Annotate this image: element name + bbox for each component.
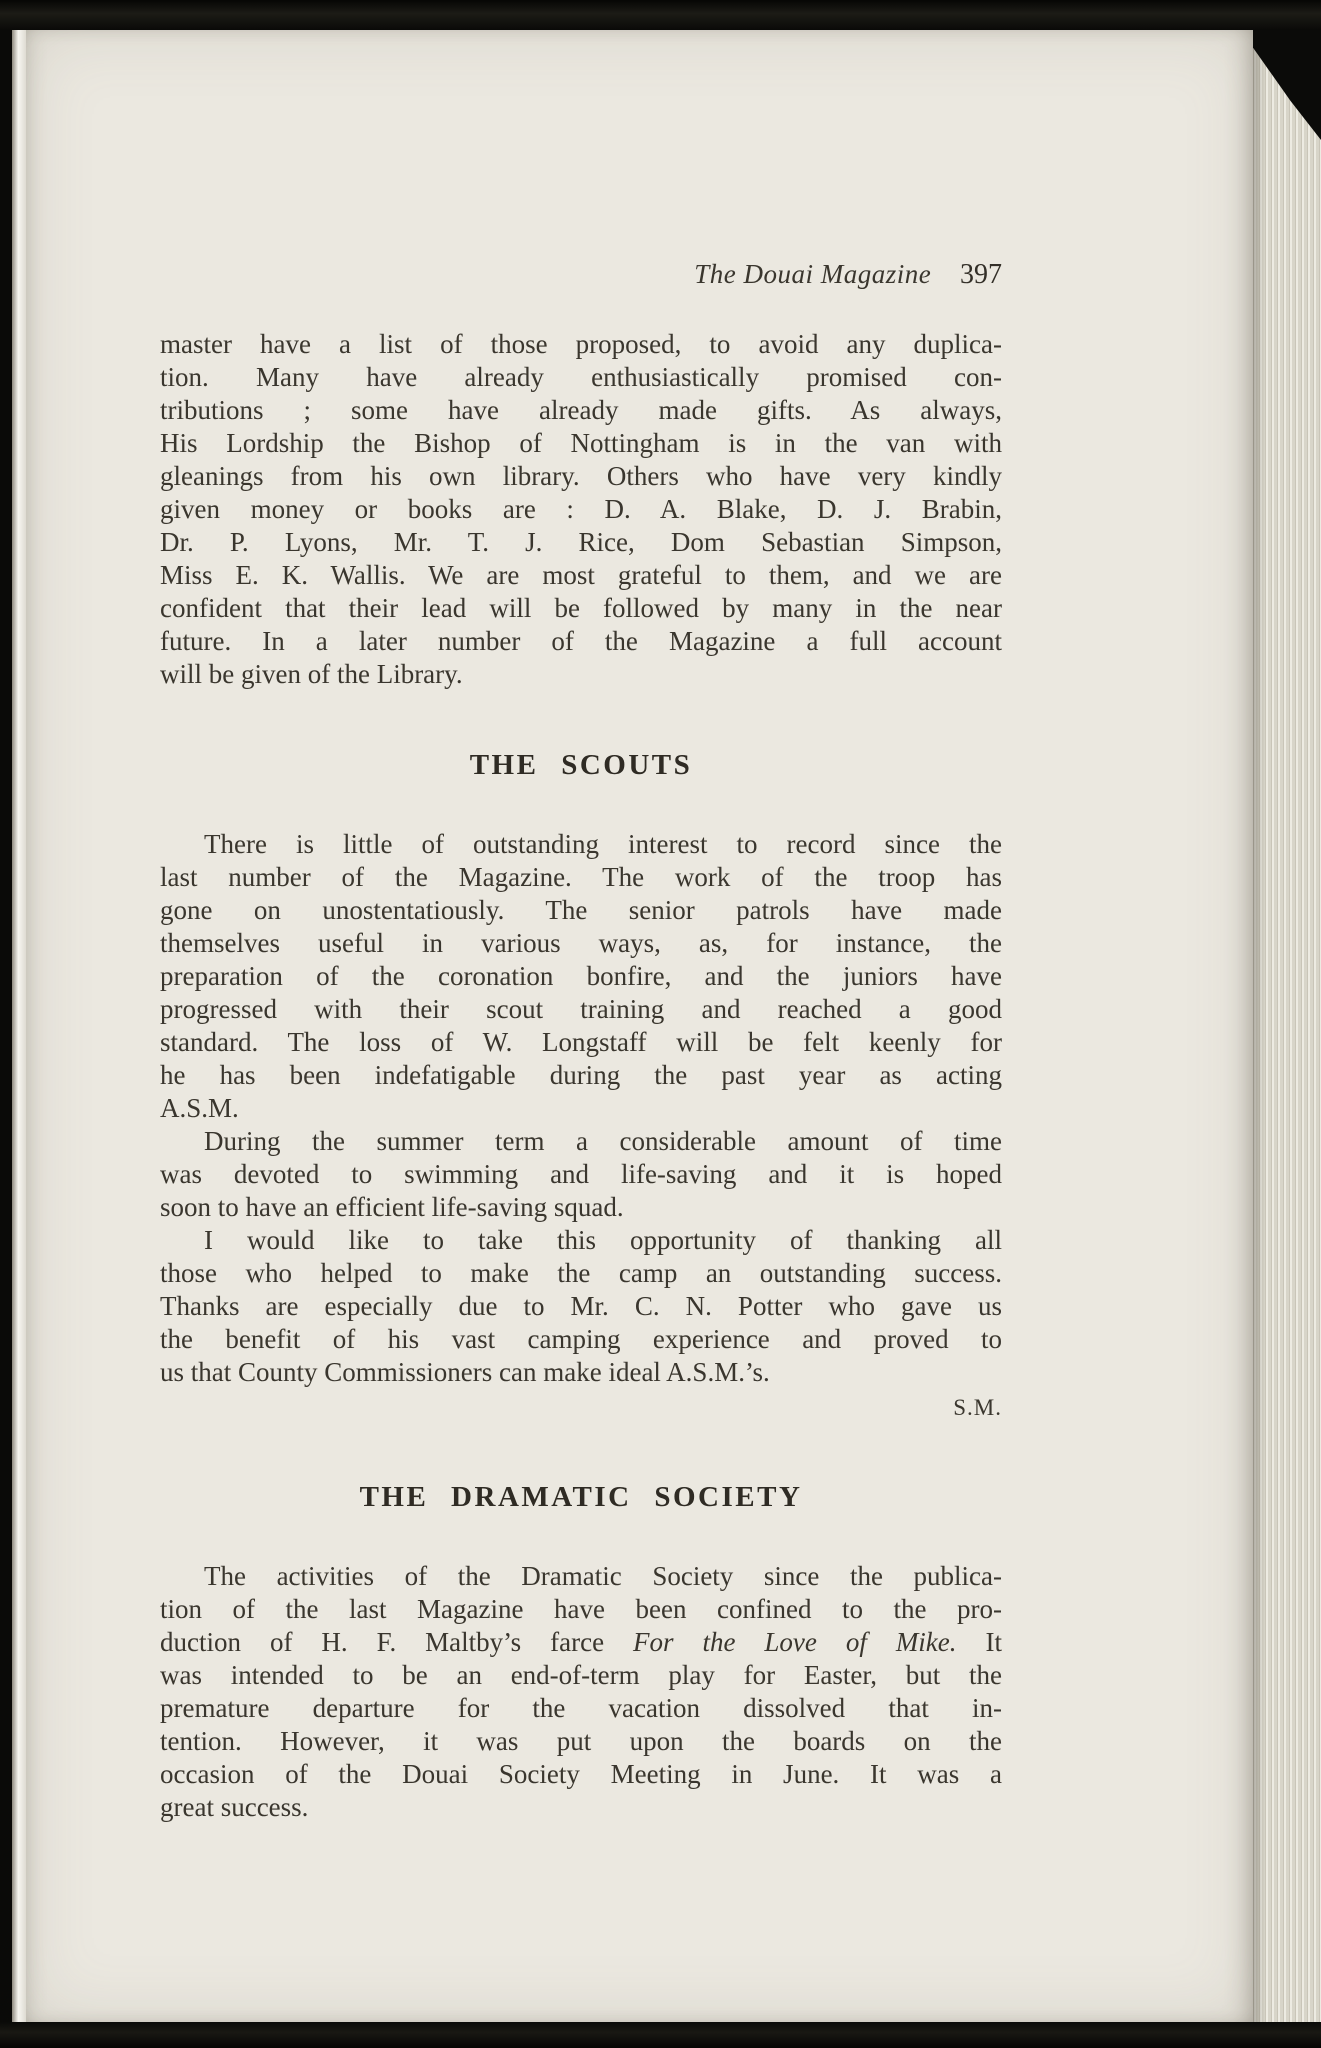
paragraph: [160, 1125, 1002, 1224]
text-line: gleanings from his own library. Others who have very kindly: [160, 461, 1002, 491]
text-line: tributions ; some have already made gifts. As always,: [160, 395, 1002, 425]
text-line: was intended to be an end-of-term play for Easter, but the: [160, 1660, 1002, 1690]
stacked-page-edges: [1253, 0, 1321, 2048]
text-line: premature departure for the vacation dissolved that in-: [160, 1693, 1002, 1723]
text-line: confident that their lead will be followed by many in the near: [160, 593, 1002, 623]
book-spine-edge: [0, 0, 12, 2048]
text-line: tion. Many have already enthusiastically promised con-: [160, 362, 1002, 392]
paragraph: [160, 1224, 1002, 1389]
text-line: the benefit of his vast camping experience and proved to: [160, 1324, 1002, 1354]
page-stack-shadow: [1253, 0, 1321, 2048]
page-number: 397: [960, 259, 1002, 290]
text-column: [160, 30, 1002, 1824]
text-line: great success.: [160, 1792, 309, 1822]
book-cover-bottom-edge: [0, 2022, 1321, 2048]
text-line: His Lordship the Bishop of Nottingham is in the van with: [160, 428, 1002, 458]
section-heading: THE DRAMATIC SOCIETY: [359, 1481, 803, 1513]
text-line: given money or books are : D. A. Blake, D. J. Brabin,: [160, 494, 1002, 524]
text-line: last number of the Magazine. The work of the troop has: [160, 862, 1002, 892]
text-line: standard. The loss of W. Longstaff will be felt keenly for: [160, 1027, 1002, 1057]
text-line: master have a list of those proposed, to avoid any duplica-: [160, 329, 1002, 359]
text-line: occasion of the Douai Society Meeting in June. It was a: [160, 1759, 1002, 1789]
text-line: I would like to take this opportunity of thanking all: [204, 1225, 1002, 1255]
magazine-title: The Douai Magazine: [694, 259, 932, 289]
text-line: themselves useful in various ways, as, for instance, the: [160, 928, 1002, 958]
page-body: [160, 328, 1002, 1824]
text-line: There is little of outstanding interest to record since the: [204, 829, 1002, 859]
signature: S.M.: [953, 1395, 1002, 1420]
text-line: The activities of the Dramatic Society since the publica-: [204, 1561, 1002, 1591]
italic-title-text: For the Love of Mike.: [633, 1627, 957, 1657]
text-line: us that County Commissioners can make ideal A.S.M.’s.: [160, 1357, 770, 1387]
text-line: [160, 1626, 1002, 1659]
text-line: A.S.M.: [160, 1093, 239, 1123]
running-header: [160, 258, 1002, 294]
paragraph: [160, 1560, 1002, 1824]
text-line: Miss E. K. Wallis. We are most grateful to them, and we are: [160, 560, 1002, 590]
section-heading: THE SCOUTS: [469, 749, 693, 781]
text-line: tion of the last Magazine have been confined to the pro-: [160, 1594, 1002, 1624]
text-line: gone on unostentatiously. The senior patrols have made: [160, 895, 1002, 925]
text-line: was devoted to swimming and life-saving and it is hoped: [160, 1159, 1002, 1189]
book-page: [26, 30, 1253, 2022]
text-line: soon to have an efficient life-saving squad.: [160, 1192, 624, 1222]
page-curl-highlight: [12, 24, 26, 2026]
text-line: preparation of the coronation bonfire, and the juniors have: [160, 961, 1002, 991]
book-cover-top-edge: [0, 0, 1321, 30]
text-line: progressed with their scout training and reached a good: [160, 994, 1002, 1024]
text-line: Dr. P. Lyons, Mr. T. J. Rice, Dom Sebastian Simpson,: [160, 527, 1002, 557]
paragraph: [160, 828, 1002, 1125]
text-line: those who helped to make the camp an outstanding success.: [160, 1258, 1002, 1288]
text-line: Thanks are especially due to Mr. C. N. Potter who gave us: [160, 1291, 1002, 1321]
text-line: During the summer term a considerable amount of time: [204, 1126, 1002, 1156]
text-line: he has been indefatigable during the past year as acting: [160, 1060, 1002, 1090]
text-run: duction of H. F. Maltby’s farce: [160, 1627, 634, 1657]
text-run: It: [956, 1627, 1002, 1657]
text-line: will be given of the Library.: [160, 659, 463, 689]
text-line: future. In a later number of the Magazine a full account: [160, 626, 1002, 656]
paragraph: [160, 328, 1002, 691]
text-line: tention. However, it was put upon the boards on the: [160, 1726, 1002, 1756]
